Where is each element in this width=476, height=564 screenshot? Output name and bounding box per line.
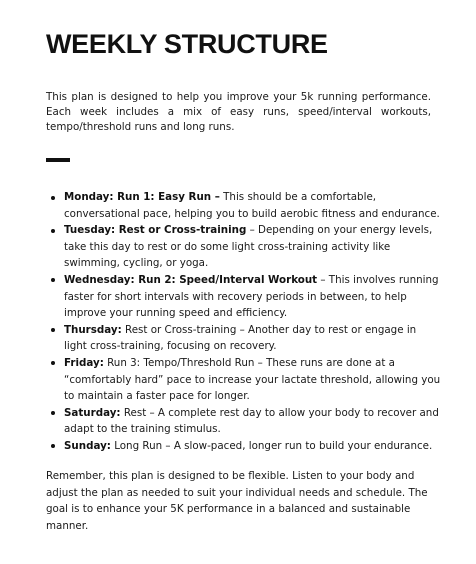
list-item-tuesday: [46, 222, 441, 272]
day-label: Thursday:: [64, 323, 122, 336]
list-item-friday: [46, 355, 441, 405]
day-label: Friday:: [64, 356, 104, 369]
day-description: This should be a comfortable, conversational pace, helping you to build aerobic fitness and endurance.: [64, 191, 440, 220]
day-description: – This involves running faster for short intervals with recovery periods in between, to help improve your running speed and efficiency.: [64, 273, 439, 320]
intro-paragraph: This plan is designed to help you improve your 5k running performance. Each week includes a mix of easy runs, speed/interval workouts, tempo/threshold runs and long runs.: [46, 91, 431, 133]
day-label: Monday: Run 1: Easy Run –: [64, 191, 220, 203]
day-label: Wednesday: Run 2: Speed/Interval Workout: [64, 273, 318, 286]
section-divider: [46, 158, 70, 162]
page-title: WEEKLY STRUCTURE: [46, 29, 328, 59]
bullet-icon: [51, 411, 55, 415]
list-item-thursday: [46, 322, 441, 355]
day-label: Tuesday: Rest or Cross-training: [64, 224, 247, 237]
day-description: Long Run – A slow-paced, longer run to build your endurance.: [114, 439, 433, 452]
day-label: Saturday:: [64, 406, 121, 419]
list-item-sunday: [46, 438, 441, 455]
day-description: – Depending on your energy levels, take this day to rest or do some light cross-training activity like swimming, cycling, or yoga.: [64, 224, 433, 270]
list-item-wednesday: [46, 272, 441, 322]
day-description: Rest or Cross-training – Another day to rest or engage in light cross-training, focusing on recovery.: [64, 323, 417, 353]
list-item-monday: [46, 189, 441, 222]
closing-paragraph: Remember, this plan is designed to be flexible. Listen to your body and adjust the plan as needed to suit your individual needs and schedule. The goal is to enhance your 5K performance in a balanced and sustainable manner.: [46, 470, 428, 532]
day-label: Sunday:: [64, 439, 111, 452]
day-description: Rest – A complete rest day to allow your body to recover and adapt to the training stimulus.: [64, 406, 439, 436]
bullet-icon: [51, 444, 55, 448]
bullet-icon: [51, 229, 55, 233]
bullet-icon: [51, 196, 55, 200]
bullet-icon: [51, 278, 55, 282]
bullet-icon: [51, 361, 55, 365]
bullet-icon: [51, 328, 55, 332]
weekly-schedule-list: [46, 189, 441, 455]
day-description: Run 3: Tempo/Threshold Run – These runs are done at a “comfortably hard” pace to increase your lactate threshold, allowing you to maintain a faster pace for longer.: [64, 356, 441, 403]
list-item-saturday: [46, 405, 441, 438]
